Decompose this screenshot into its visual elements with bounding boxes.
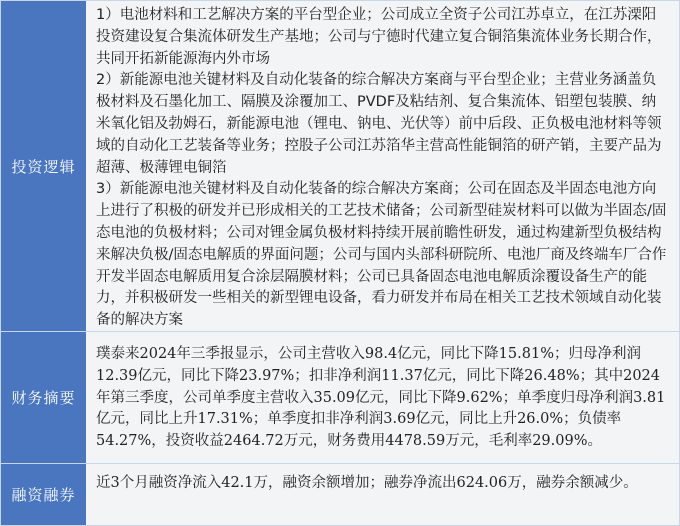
row-investment-logic: [1, 1, 679, 332]
paragraph: 3）新能源电池关键材料及自动化装备的综合解决方案商；公司在固态及半固态电池方向上进行了积极的研发并已形成相关的工艺技术储备；公司新型硅炭材料可以做为半固态/固态电池的负极材料；公司对锂金属负极材料持续开展前瞻性研发，通过构建新型负极结构来解决负极/固态电解质的界面问题；公司与国内头部科研院所、电池厂商及终端车厂合作开发半固态电解质用复合涂层隔膜材料；公司已具备固态电池电解质涂覆设备生产的能力，并积极研发一些相关的新型锂电设备，看力研发并布局在相关工艺技术领域自动化装备的解决方案: [96, 181, 667, 329]
row-financial-summary: [1, 332, 679, 464]
row-margin-trading: [1, 464, 679, 525]
paragraph: 1）电池材料和工艺解决方案的平台型企业；公司成立全资子公司江苏卓立，在江苏溧阳投资建设复合集流体研发生产基地；公司与宁德时代建立复合铜箔集流体业务长期合作，共同开拓新能源海内外市场: [96, 7, 662, 67]
row-label: 财务摘要: [1, 332, 86, 463]
paragraph: 璞泰来2024年三季报显示，公司主营收入98.4亿元，同比下降15.81%；归母净利润12.39亿元，同比下降23.97%；扣非净利润11.37亿元，同比下降26.48%；其中2024年第三季度，公司单季度主营收入35.09亿元，同比下降9.62%；单季度归母净利润3.81亿元，同比上升17.31%；单季度扣非净利润3.69亿元，同比上升26.0%；负债率54.27%，投资收益2464.72万元，财务费用4478.59万元，毛利率29.09%。: [96, 346, 666, 450]
row-label: 投资逻辑: [1, 1, 86, 331]
row-label: 融资融券: [1, 464, 86, 525]
paragraph: 近3个月融资净流入42.1万，融资余额增加；融券净流出624.06万，融券余额减少。: [96, 475, 638, 491]
row-content: [86, 1, 679, 331]
row-content: [86, 332, 679, 463]
row-content: [86, 464, 679, 525]
paragraph: 2）新能源电池关键材料及自动化装备的综合解决方案商与平台型企业；主营业务涵盖负极材料及石墨化加工、隔膜及涂覆加工、PVDF及粘结剂、复合集流体、铝塑包装膜、纳米氧化铝及勃姆石，新能源电池（锂电、钠电、光伏等）前中后段、正负极电池材料等领域的自动化工艺装备等业务；控股子公司江苏箔华主营高性能铜箔的研产销，主要产品为超薄、极薄锂电铜箔: [96, 72, 662, 176]
